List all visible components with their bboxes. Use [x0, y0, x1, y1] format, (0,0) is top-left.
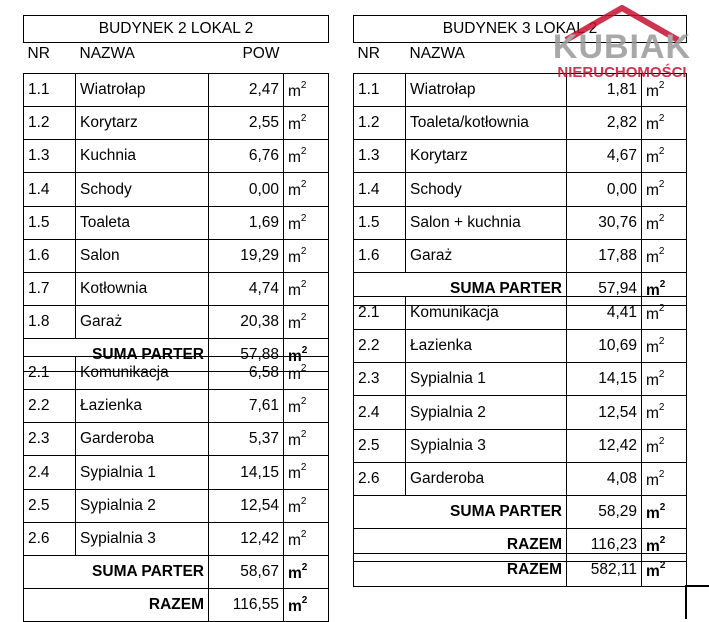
- table-row: [354, 363, 687, 396]
- row-area: 0,00: [567, 173, 642, 206]
- left-razem-value: 116,55: [209, 589, 284, 622]
- right-header-nazwa: NAZWA: [409, 45, 465, 62]
- row-area: 12,42: [567, 429, 642, 462]
- table-row: [24, 522, 329, 555]
- row-unit: $m^2$: [284, 239, 329, 272]
- row-area: 4,67: [567, 140, 642, 173]
- logo-sub-text: NIERUCHOMOŚCI: [557, 64, 687, 81]
- row-nr: 2.1: [24, 357, 76, 390]
- row-unit: $m^2$: [284, 306, 329, 339]
- right-razem-total-unit: $m^2$: [642, 554, 687, 587]
- right-razem-label: RAZEM: [354, 529, 567, 562]
- row-unit: $m^2$: [284, 272, 329, 305]
- table-row: [24, 489, 329, 522]
- row-nr: 1.7: [24, 272, 76, 305]
- row-area: 2,47: [209, 74, 284, 107]
- left-suma-pietro-unit: $m^2$: [284, 555, 329, 588]
- right-suma-parter-value: 57,94: [567, 272, 642, 305]
- row-nr: 2.6: [24, 522, 76, 555]
- table-row: [24, 456, 329, 489]
- left-building-title: BUDYNEK 2 LOKAL 2: [24, 16, 329, 43]
- row-area: 14,15: [567, 363, 642, 396]
- row-nr: 1.4: [24, 173, 76, 206]
- row-unit: $m^2$: [642, 330, 687, 363]
- left-header-pow: POW: [242, 45, 280, 62]
- row-unit: $m^2$: [642, 74, 687, 107]
- row-nr: 1.8: [24, 306, 76, 339]
- row-name: Salon: [76, 239, 209, 272]
- row-name: Toaleta/kotłownia: [406, 107, 567, 140]
- row-unit: $m^2$: [284, 74, 329, 107]
- row-unit: $m^2$: [642, 140, 687, 173]
- table-row: [24, 173, 329, 206]
- table-row: [24, 272, 329, 305]
- row-name: Toaleta: [76, 206, 209, 239]
- table-row: [24, 107, 329, 140]
- row-name: Łazienka: [406, 330, 567, 363]
- row-area: 4,08: [567, 462, 642, 495]
- row-unit: $m^2$: [642, 239, 687, 272]
- row-unit: $m^2$: [642, 173, 687, 206]
- row-nr: 1.1: [24, 74, 76, 107]
- left-suma-parter-value: 57,88: [209, 339, 284, 372]
- row-name: Salon + kuchnia: [406, 206, 567, 239]
- row-nr: 1.6: [24, 239, 76, 272]
- row-name: Garaż: [76, 306, 209, 339]
- row-name: Wiatrołap: [406, 74, 567, 107]
- row-name: Garderoba: [406, 462, 567, 495]
- row-nr: 2.3: [354, 363, 406, 396]
- left-razem-unit: $m^2$: [284, 589, 329, 622]
- row-name: Korytarz: [406, 140, 567, 173]
- row-area: 4,41: [567, 297, 642, 330]
- row-area: 5,37: [209, 423, 284, 456]
- row-area: 14,15: [209, 456, 284, 489]
- row-unit: $m^2$: [284, 107, 329, 140]
- table-row: [24, 306, 329, 339]
- row-unit: $m^2$: [284, 357, 329, 390]
- row-name: Korytarz: [76, 107, 209, 140]
- row-unit: $m^2$: [284, 456, 329, 489]
- row-name: Sypialnia 2: [76, 489, 209, 522]
- row-area: 17,88: [567, 239, 642, 272]
- table-row: [354, 297, 687, 330]
- table-row: [354, 239, 687, 272]
- row-unit: $m^2$: [284, 423, 329, 456]
- left-pietro-table: [23, 356, 329, 622]
- row-unit: $m^2$: [642, 396, 687, 429]
- table-row: [354, 140, 687, 173]
- table-row: [354, 429, 687, 462]
- left-suma-parter-unit: $m^2$: [284, 339, 329, 372]
- row-unit: $m^2$: [642, 462, 687, 495]
- right-razem-total-label: RAZEM: [354, 554, 567, 587]
- right-header-nr: NR: [357, 45, 380, 62]
- row-nr: 1.5: [354, 206, 406, 239]
- row-nr: 2.6: [354, 462, 406, 495]
- row-unit: $m^2$: [284, 522, 329, 555]
- row-nr: 1.5: [24, 206, 76, 239]
- row-area: 30,76: [567, 206, 642, 239]
- row-nr: 2.5: [354, 429, 406, 462]
- row-name: Łazienka: [76, 390, 209, 423]
- row-area: 1,81: [567, 74, 642, 107]
- row-name: Sypialnia 3: [76, 522, 209, 555]
- row-name: Schody: [76, 173, 209, 206]
- table-row: [354, 462, 687, 495]
- table-row: [24, 206, 329, 239]
- right-suma-parter-label: SUMA PARTER: [354, 272, 567, 305]
- left-header-table: [23, 15, 329, 65]
- row-unit: $m^2$: [642, 297, 687, 330]
- row-name: Sypialnia 1: [76, 456, 209, 489]
- right-razem-value: 116,23: [567, 529, 642, 562]
- row-area: 20,38: [209, 306, 284, 339]
- row-unit: $m^2$: [284, 489, 329, 522]
- row-area: 12,42: [209, 522, 284, 555]
- row-area: 1,69: [209, 206, 284, 239]
- kubiak-logo: [536, 0, 709, 82]
- right-suma-pietro-label: SUMA PARTER: [354, 495, 567, 528]
- left-suma-pietro-label: SUMA PARTER: [24, 555, 209, 588]
- row-unit: $m^2$: [284, 206, 329, 239]
- table-row: [24, 140, 329, 173]
- row-unit: $m^2$: [284, 140, 329, 173]
- table-row: [354, 173, 687, 206]
- left-suma-parter-label: SUMA PARTER: [24, 339, 209, 372]
- row-nr: 1.2: [24, 107, 76, 140]
- right-pietro-table: [353, 296, 687, 562]
- row-area: 6,58: [209, 357, 284, 390]
- table-row: [354, 396, 687, 429]
- row-name: Garaż: [406, 239, 567, 272]
- right-parter-table: [353, 73, 687, 306]
- table-row: [24, 74, 329, 107]
- row-area: 2,55: [209, 107, 284, 140]
- row-name: Sypialnia 2: [406, 396, 567, 429]
- row-area: 10,69: [567, 330, 642, 363]
- row-nr: 2.2: [24, 390, 76, 423]
- row-nr: 1.3: [24, 140, 76, 173]
- row-nr: 2.5: [24, 489, 76, 522]
- row-area: 2,82: [567, 107, 642, 140]
- row-nr: 2.4: [354, 396, 406, 429]
- row-nr: 1.6: [354, 239, 406, 272]
- table-row: [354, 107, 687, 140]
- left-parter-table: [23, 73, 329, 372]
- row-area: 12,54: [209, 489, 284, 522]
- right-razem-unit: $m^2$: [642, 529, 687, 562]
- table-row: [354, 330, 687, 363]
- row-nr: 1.4: [354, 173, 406, 206]
- row-unit: $m^2$: [642, 107, 687, 140]
- row-unit: $m^2$: [284, 173, 329, 206]
- row-name: Sypialnia 3: [406, 429, 567, 462]
- row-nr: 2.2: [354, 330, 406, 363]
- table-row: [24, 423, 329, 456]
- row-name: Kuchnia: [76, 140, 209, 173]
- row-nr: 1.2: [354, 107, 406, 140]
- row-nr: 1.3: [354, 140, 406, 173]
- row-name: Schody: [406, 173, 567, 206]
- row-name: Sypialnia 1: [406, 363, 567, 396]
- right-suma-parter-unit: $m^2$: [642, 272, 687, 305]
- left-header-nr: NR: [27, 45, 50, 62]
- table-row: [24, 239, 329, 272]
- row-name: Komunikacja: [76, 357, 209, 390]
- row-area: 19,29: [209, 239, 284, 272]
- row-nr: 2.1: [354, 297, 406, 330]
- right-building-title: BUDYNEK 3 LOKAL 2: [354, 16, 687, 43]
- row-name: Kotłownia: [76, 272, 209, 305]
- row-area: 0,00: [209, 173, 284, 206]
- row-area: 12,54: [567, 396, 642, 429]
- row-nr: 2.3: [24, 423, 76, 456]
- row-unit: $m^2$: [284, 390, 329, 423]
- row-unit: $m^2$: [642, 206, 687, 239]
- row-name: Komunikacja: [406, 297, 567, 330]
- row-name: Garderoba: [76, 423, 209, 456]
- right-razem-total-value: 582,11: [567, 554, 642, 587]
- table-row: [354, 206, 687, 239]
- left-header-nazwa: NAZWA: [79, 45, 135, 62]
- row-unit: $m^2$: [642, 363, 687, 396]
- row-area: 6,76: [209, 140, 284, 173]
- row-area: 7,61: [209, 390, 284, 423]
- right-suma-pietro-unit: $m^2$: [642, 495, 687, 528]
- row-nr: 2.4: [24, 456, 76, 489]
- left-razem-label: RAZEM: [24, 589, 209, 622]
- right-total-table: [353, 553, 687, 587]
- row-area: 4,74: [209, 272, 284, 305]
- table-row: [24, 390, 329, 423]
- right-suma-pietro-value: 58,29: [567, 495, 642, 528]
- row-name: Wiatrołap: [76, 74, 209, 107]
- logo-brand-text: KUBIAK: [552, 28, 692, 66]
- frame-corner: [685, 585, 709, 619]
- left-suma-pietro-value: 58,67: [209, 555, 284, 588]
- row-unit: $m^2$: [642, 429, 687, 462]
- row-nr: 1.1: [354, 74, 406, 107]
- table-row: [24, 357, 329, 390]
